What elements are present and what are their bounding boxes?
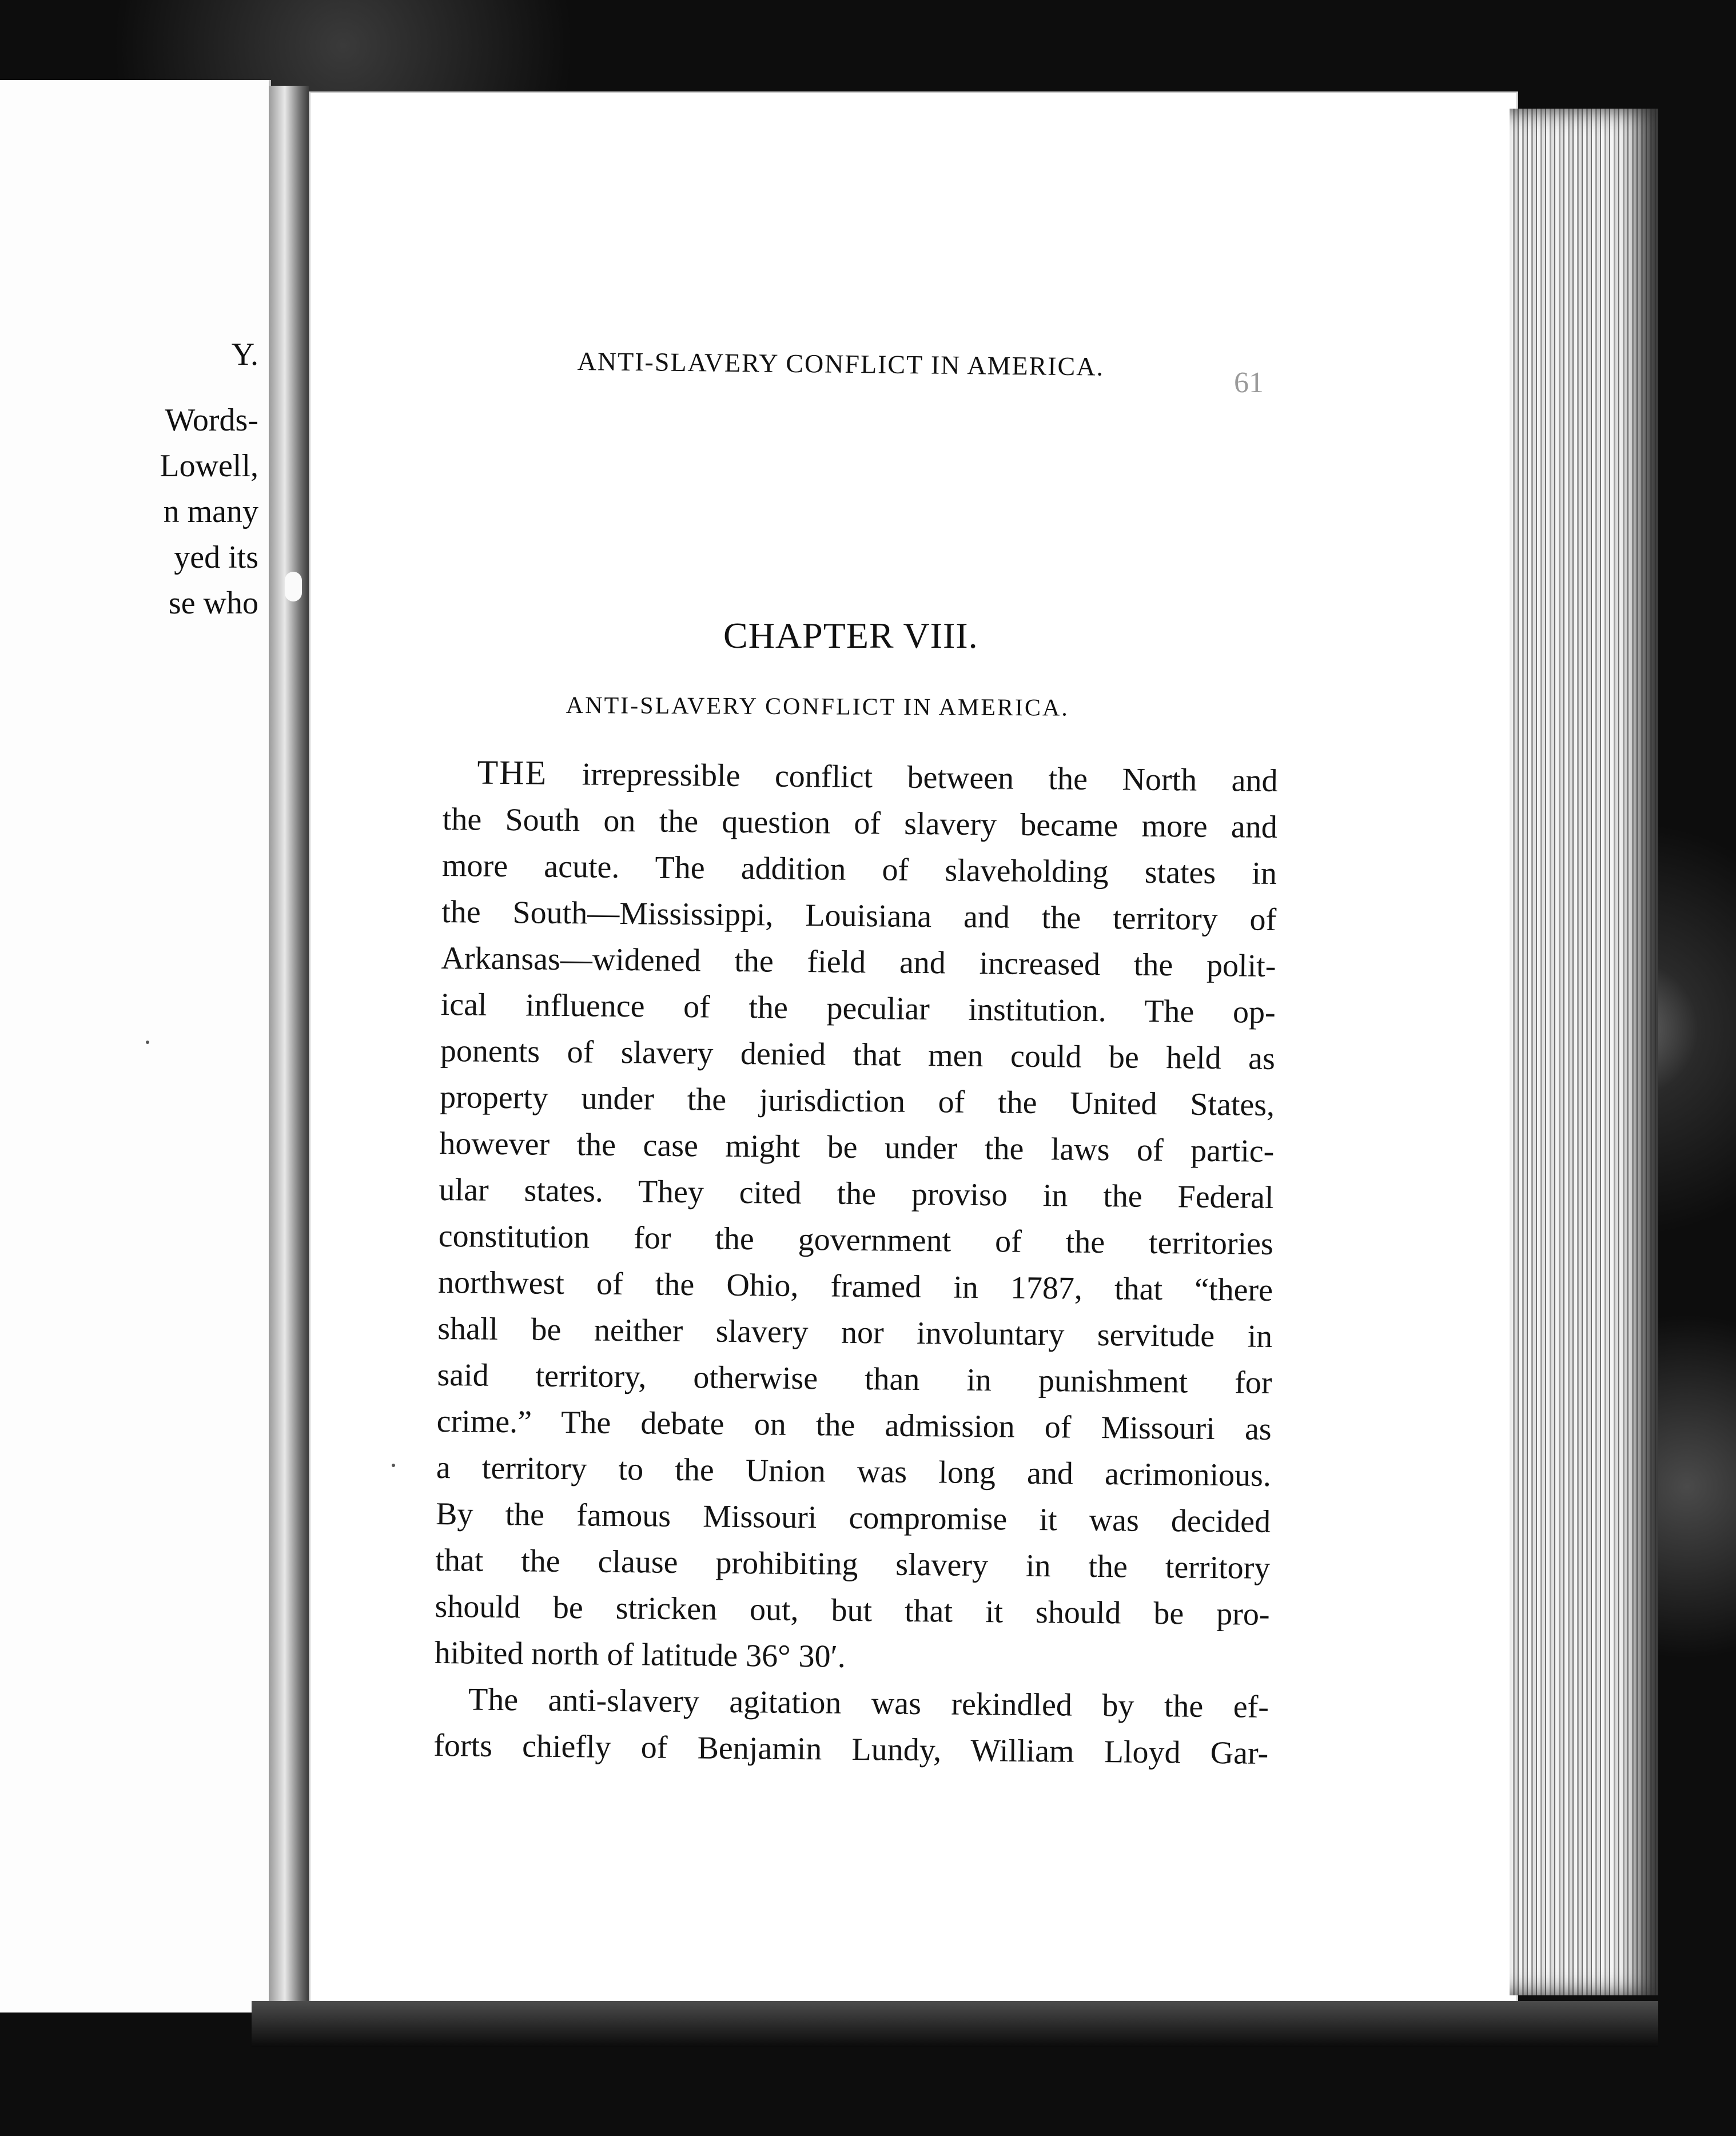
paragraph-line: more acute. The addition of slaveholding states in xyxy=(441,847,1277,892)
paragraph-line: ular states. They cited the proviso in the Federal xyxy=(439,1171,1274,1216)
left-line: Words- xyxy=(165,403,258,438)
paragraph-line: should be stricken out, but that it should be pro- xyxy=(435,1588,1270,1632)
book-gutter xyxy=(269,86,309,2013)
left-line: se who xyxy=(168,585,258,621)
speck xyxy=(146,1041,149,1044)
chapter-subtitle: ANTI-SLAVERY CONFLICT IN AMERICA. xyxy=(566,692,1069,722)
left-line: Y. xyxy=(231,337,258,372)
left-line: n many xyxy=(163,494,258,529)
chapter-title: CHAPTER VIII. xyxy=(723,615,978,656)
paragraph-line: said territory, otherwise than in punishment for xyxy=(437,1357,1272,1401)
paragraph-line: The anti-slavery agitation was rekindled by the ef- xyxy=(468,1681,1269,1725)
paragraph-line: however the case might be under the laws of partic- xyxy=(439,1125,1275,1169)
paragraph-line: northwest of the Ohio, framed in 1787, that “there xyxy=(437,1264,1273,1308)
paragraph-line: hibited north of latitude 36° 30′. xyxy=(434,1635,846,1675)
drop-initial: THE xyxy=(477,753,548,792)
paragraph-line: crime.” The debate on the admission of Missouri as xyxy=(436,1403,1272,1447)
gutter-notch xyxy=(285,572,302,601)
paragraph-line: constitution for the government of the territories xyxy=(438,1218,1274,1262)
paragraph-line: THE irrepressible conflict between the North and xyxy=(477,753,1278,799)
paragraph-line: that the clause prohibiting slavery in the territory xyxy=(435,1542,1271,1586)
paragraph-line: By the famous Missouri compromise it was decided xyxy=(435,1496,1271,1540)
body-text xyxy=(433,749,1278,1777)
left-line: Lowell, xyxy=(160,448,258,484)
running-head: ANTI-SLAVERY CONFLICT IN AMERICA. xyxy=(577,346,1105,381)
paragraph-line: ponents of slavery denied that men could be held as xyxy=(440,1033,1276,1077)
paragraph-line: the South on the question of slavery became more and xyxy=(442,801,1278,846)
paragraph-line: the South—Mississippi, Louisiana and the territory of xyxy=(441,894,1277,938)
left-page xyxy=(0,80,271,2013)
paragraph-line: forts chiefly of Benjamin Lundy, William Lloyd Gar- xyxy=(433,1727,1269,1771)
paragraph-line: property under the jurisdiction of the United States, xyxy=(439,1079,1275,1123)
paragraph-line: Arkansas—widened the field and increased the polit- xyxy=(441,940,1276,984)
paragraph-line: shall be neither slavery nor involuntary servitude in xyxy=(437,1310,1273,1354)
left-line: yed its xyxy=(174,540,258,575)
paragraph-line: ical influence of the peculiar institution. The op- xyxy=(440,986,1276,1030)
bottom-shadow xyxy=(252,2001,1658,2047)
page-number: 61 xyxy=(1234,366,1264,399)
page-edges xyxy=(1510,109,1658,1995)
paragraph-line: a territory to the Union was long and acrimonious. xyxy=(436,1449,1272,1493)
speck xyxy=(392,1464,395,1467)
